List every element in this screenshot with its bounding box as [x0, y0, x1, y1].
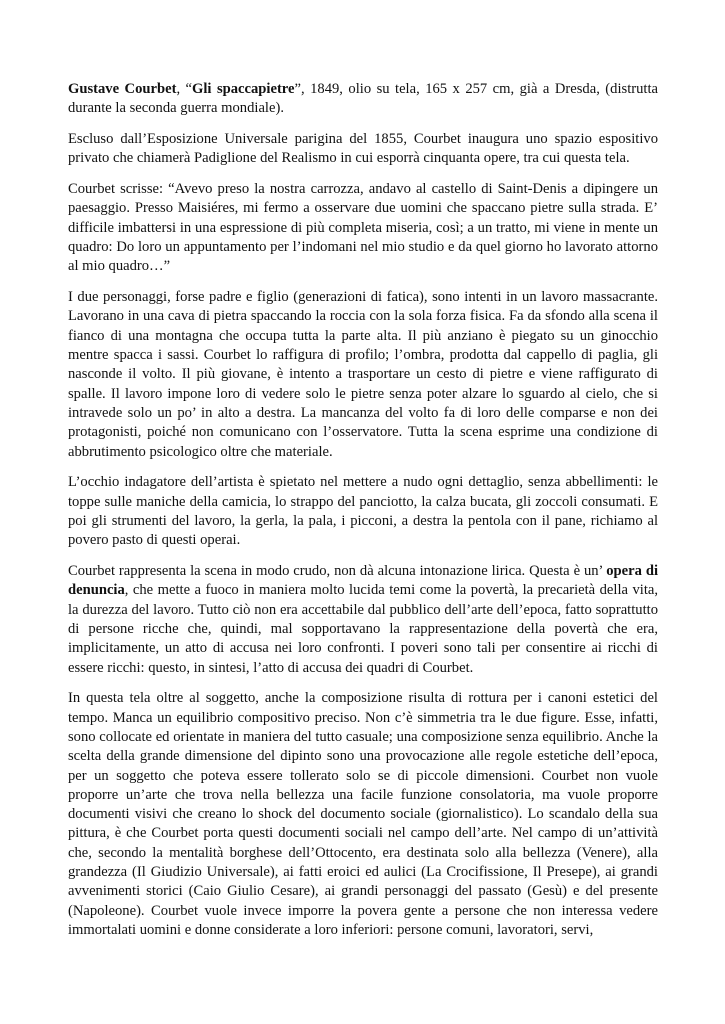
document-page [68, 80, 658, 952]
denunciation-emphasis: opera di denuncia [68, 563, 659, 599]
caption-paragraph [68, 80, 658, 119]
artwork-title: Gli spaccapietre [192, 81, 295, 97]
denunciation-body: , che mette a fuoco in maniera molto lucida temi come la povertà, la precarietà della vita, la durezza del lavoro. Tutto ciò non era accettabile dal pubblico dell’arte dell’epoca, fatto soprattutto di persone ricche che, quindi, mal sopportavano la rappresentazione della povertà che era, implicitamente, un atto di accusa nei loro confronti. I poveri sono tali per consentire ai ricchi di essere ricchi: questo, in sintesi, l’atto di accusa dei quadri di Courbet. [68, 582, 658, 676]
paragraph-exhibition: Escluso dall’Esposizione Universale parigina del 1855, Courbet inaugura uno spazio espositivo privato che chiamerà Padiglione del Realismo in cui esporrà cinquanta opere, tra cui questa tela. [68, 131, 658, 167]
paragraph-details: L’occhio indagatore dell’artista è spietato nel mettere a nudo ogni dettaglio, senza abbellimenti: le toppe sulle maniche della camicia, lo strappo del panciotto, la calza bucata, gli zoccoli consumati. E poi gli strumenti del lavoro, la gerla, la pala, i picconi, a destra la pentola con il pane, richiamo al povero pasto di questi operai. [68, 474, 658, 549]
caption-details: ”, 1849, olio su tela, 165 x 257 cm, già a Dresda, (distrutta durante la seconda guerra mondiale). [68, 81, 658, 117]
paragraph-composition: In questa tela oltre al soggetto, anche la composizione risulta di rottura per i canoni estetici del tempo. Manca un equilibrio compositivo preciso. Non c’è simmetria tra le due figure. Esse, infatti, sono collocate ed orientate in maniera del tutto casuale; una composizione senza equilibrio. Anche la scelta della grande dimensione del dipinto sono una provocazione alle regole estetiche dell’epoca, per un soggetto che poteva essere tollerato solo se di piccole dimensioni. Courbet non vuole proporre un’arte che trova nella bellezza una facile funzione consolatoria, ma vuole proporre documenti visivi che creano lo shock del documento sociale (giornalistico). Lo scandalo della sua pittura, è che Courbet porta questi documenti sociali nel campo dell’arte. Nel campo di un’attività che, secondo la mentalità borghese dell’Ottocento, era destinata solo alla bellezza (Venere), alla grandezza (Il Giudizio Universale), ai fatti eroici ed aulici (La Crocifissione, Il Presepe), ai grandi avvenimenti storici (Caio Giulio Cesare), ai grandi personaggi del passato (Gesù) e del presente (Napoleone). Courbet vuole invece imporre la povera gente a persone che non interessa vedere immortalati uomini e donne considerate a loro inferiori: persone comuni, lavoratori, servi, [68, 690, 658, 938]
paragraph-description: I due personaggi, forse padre e figlio (generazioni di fatica), sono intenti in un lavoro massacrante. Lavorano in una cava di pietra spaccando la roccia con la sola forza fisica. Fa da sfondo alla scena il fianco di una montagna che occupa tutta la parte alta. Il più anziano è piegato su un ginocchio mentre spacca i sassi. Courbet lo raffigura di profilo; l’ombra, prodotta dal cappello di paglia, gli nasconde il volto. Il più giovane, è intento a trasportare un cesto di pietre e viene raffigurato di spalle. Il lavoro impone loro di vedere solo le pietre senza poter alzare lo sguardo al cielo, che si intravede solo un po’ in alto a destra. La mancanza del volto fa di loro delle comparse e non dei protagonisti, poiché non comunicano con l’osservatore. Tutta la scena esprime una condizione di abbrutimento psicologico oltre che materiale. [68, 289, 658, 460]
caption-separator: , “ [176, 81, 193, 97]
artist-name: Gustave Courbet [68, 81, 177, 97]
paragraph-quote: Courbet scrisse: “Avevo preso la nostra carrozza, andavo al castello di Saint-Denis a dipingere un paesaggio. Presso Maisiéres, mi fermo a osservare due uomini che spaccano pietre sulla strada. E’ difficile imbattersi in una espressione di più completa miseria, così; a un tratto, mi viene in mente un quadro: Do loro un appuntamento per l’indomani nel mio studio e da quel giorno ho lavorato attorno al mio quadro…” [68, 181, 658, 275]
denunciation-intro: Courbet rappresenta la scena in modo crudo, non dà alcuna intonazione lirica. Questa è un’ [68, 563, 607, 580]
paragraph-denunciation [68, 562, 658, 678]
